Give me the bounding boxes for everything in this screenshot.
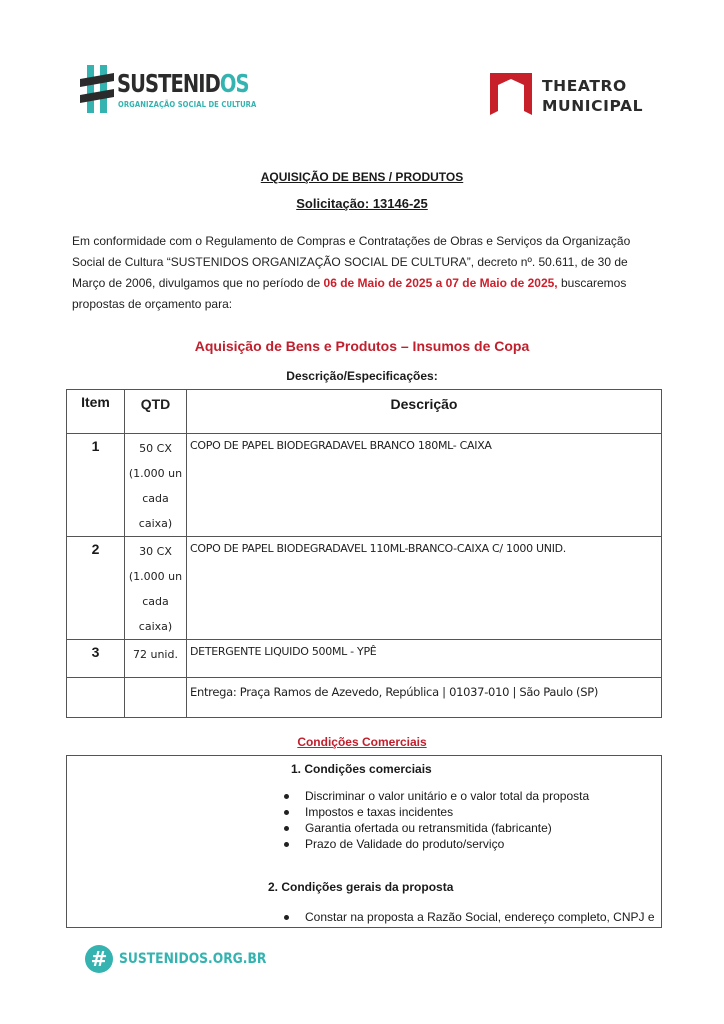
conditions-section2-title: 2. Condições gerais da proposta xyxy=(268,880,454,894)
item-number: 2 xyxy=(67,537,125,640)
item-qtd: 30 CX (1.000 un cada caixa) xyxy=(125,537,187,640)
request-number: Solicitação: 13146-25 xyxy=(296,196,428,211)
table-row xyxy=(67,640,662,678)
table-row xyxy=(67,434,662,537)
delivery-address: Entrega: Praça Ramos de Azevedo, República | 01037-010 | São Paulo (SP) xyxy=(187,678,662,718)
bullet-icon xyxy=(284,842,289,847)
hash-icon xyxy=(80,63,114,115)
intro-period: 06 de Maio de 2025 a 07 de Maio de 2025, xyxy=(323,276,558,290)
footer xyxy=(85,945,285,975)
bullet-icon xyxy=(284,810,289,815)
list-item: Garantia ofertada ou retransmitida (fabricante) xyxy=(281,820,589,836)
empty-cell xyxy=(125,678,187,718)
conditions-section1-title: 1. Condições comerciais xyxy=(291,762,432,776)
item-qtd: 72 unid. xyxy=(125,640,187,678)
conditions-section1-list xyxy=(281,788,589,852)
item-description: DETERGENTE LIQUIDO 500ML - YPÊ xyxy=(187,640,662,678)
theatre-arch-icon xyxy=(490,73,532,115)
items-table xyxy=(66,389,662,718)
theatro-line2: MUNICIPAL xyxy=(542,97,644,115)
header-qtd: QTD xyxy=(125,390,187,434)
sustenidos-logo xyxy=(80,63,260,118)
document-title: AQUISIÇÃO DE BENS / PRODUTOS xyxy=(260,170,464,184)
conditions-heading: Condições Comerciais xyxy=(297,735,427,749)
hash-circle-icon: # xyxy=(85,945,113,973)
spec-heading: Descrição/Especificações: xyxy=(286,369,438,383)
conditions-box xyxy=(66,755,662,928)
theatro-municipal-logo xyxy=(490,73,660,121)
bullet-icon xyxy=(284,915,289,920)
table-header-row xyxy=(67,390,662,434)
list-item: Prazo de Validade do produto/serviço xyxy=(281,836,589,852)
item-number: 1 xyxy=(67,434,125,537)
sustenidos-wordmark: SUSTENIDOS xyxy=(117,69,249,98)
intro-paragraph: Em conformidade com o Regulamento de Compras e Contratações de Obras e Serviços da Organização Social de Cultura “SUSTENIDOS ORGANIZAÇÃO SOCIAL DE CULTURA”, decreto nº. 50.611, de 30 de Março de 2006, divulgamos que no período de 06 de Maio de 2025 a 07 de Maio de 2025, buscaremos propostas de orçamento para: xyxy=(72,234,631,311)
empty-cell xyxy=(67,678,125,718)
delivery-row xyxy=(67,678,662,718)
header-item: Item xyxy=(67,390,125,434)
conditions-box-bottom-border xyxy=(66,927,662,928)
theatro-line1: THEATRO xyxy=(542,77,627,95)
list-item: Impostos e taxas incidentes xyxy=(281,804,589,820)
item-qtd: 50 CX (1.000 un cada caixa) xyxy=(125,434,187,537)
footer-website-link[interactable]: SUSTENIDOS.ORG.BR xyxy=(119,951,267,967)
header-description: Descrição xyxy=(187,390,662,434)
table-row xyxy=(67,537,662,640)
list-item: Constar na proposta a Razão Social, endereço completo, CNPJ e xyxy=(281,909,655,925)
conditions-section2-list xyxy=(281,909,655,925)
list-item: Discriminar o valor unitário e o valor total da proposta xyxy=(281,788,589,804)
acquisition-subtitle: Aquisição de Bens e Produtos – Insumos de Copa xyxy=(194,338,530,354)
bullet-icon xyxy=(284,794,289,799)
item-description: COPO DE PAPEL BIODEGRADAVEL BRANCO 180ML- CAIXA xyxy=(187,434,662,537)
sustenidos-tagline: ORGANIZAÇÃO SOCIAL DE CULTURA xyxy=(118,100,257,109)
bullet-icon xyxy=(284,826,289,831)
item-description: COPO DE PAPEL BIODEGRADAVEL 110ML-BRANCO-CAIXA C/ 1000 UNID. xyxy=(187,537,662,640)
item-number: 3 xyxy=(67,640,125,678)
